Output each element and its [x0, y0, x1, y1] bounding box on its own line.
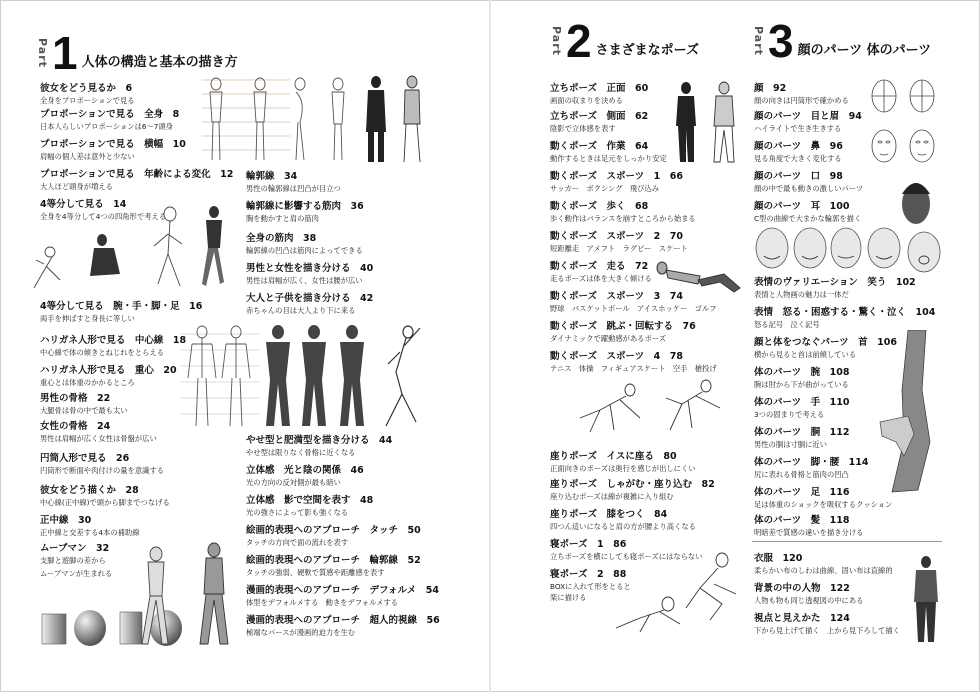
part1-entry — [40, 420, 157, 444]
part2-entry-subtitle: 座り込むポーズは線が複雑に入り組む — [550, 492, 674, 501]
part3-entry-subtitle: 腕は肘から下が曲がっている — [754, 380, 849, 389]
part1-entry-subtitle: 支脚と遊脚の差から — [40, 556, 106, 565]
part2-entry-title: 動くポーズ 作業 64 — [550, 141, 649, 152]
part3-entry-title: 顔のパーツ 口 98 — [754, 171, 843, 182]
part1-right-entry-subtitle: 赤ちゃんの目は大人より下に来る — [246, 306, 356, 315]
part2-entry-title: 動くポーズ スポーツ 2 70 — [550, 231, 683, 242]
part2-entry-title: 座りポーズ しゃがむ・座り込む 82 — [550, 479, 715, 490]
part1-entry — [40, 452, 164, 476]
four-part-figures — [30, 204, 235, 292]
part3-entry-title: 体のパーツ 脚・腰 114 — [754, 457, 869, 468]
part1-entry — [40, 514, 140, 538]
part1-entry — [40, 542, 109, 566]
part1-entry-subtitle: 日本人らしいプロポーションは6〜7頭身 — [40, 122, 174, 131]
part2-entry-subtitle: ダイナミックで躍動感があるポーズ — [550, 334, 667, 343]
part3-entry — [754, 552, 893, 576]
part2-entry-subtitle: 正面向きのポーズは奥行を感じが出しにくい — [550, 464, 696, 473]
sprint-figures — [570, 378, 732, 436]
part1-right-entry-title: 大人と子供を描き分ける 42 — [246, 293, 374, 304]
part1-title: 人体の構造と基本の描き方 — [81, 54, 238, 70]
expression-faces — [750, 222, 946, 284]
part3-entry-subtitle: 表情と人物画の魅力は一体だ — [754, 290, 849, 299]
part1-entry-subtitle: 正中線と交差する4本の補助線 — [40, 528, 140, 537]
part2-entry-subtitle: 立ちポーズを横にしても寝ポーズにはならない — [550, 552, 703, 561]
part1-right-entry — [246, 434, 392, 458]
part2-title: さまざまなポーズ — [595, 42, 699, 58]
part3-entry-title: 顔と体をつなぐパーツ 首 106 — [754, 337, 897, 348]
part1-entry-title: プロポーションで見る 年齢による変化 12 — [40, 169, 234, 180]
skeleton-muscle-figures — [180, 322, 425, 434]
clothed-figure — [908, 554, 944, 644]
part1-entry-subtitle: 重心とは体重のかかるところ — [40, 378, 135, 387]
part1-entry — [40, 168, 233, 192]
part1-entry — [40, 82, 135, 106]
part3-entry-subtitle: 横から見ると首は前傾している — [754, 350, 857, 359]
part1-right-entry — [246, 464, 364, 488]
part1-right-entry-subtitle: 光の強さによって影も強くなる — [246, 508, 349, 517]
part1-part-word: Part — [36, 38, 49, 68]
part3-entry-title: 体のパーツ 手 110 — [754, 397, 850, 408]
part1-entry — [40, 334, 186, 358]
part1-right-entry — [246, 232, 363, 256]
part2-entry-title: 動くポーズ 走る 72 — [550, 261, 649, 272]
part2-entry-subtitle: 楽に描ける — [550, 593, 587, 602]
part3-entry-subtitle: 顔の中で最も動きの激しいパーツ — [754, 184, 864, 193]
part2-entry-subtitle: テニス 体操 フィギュアスケート 空手 槍投げ — [550, 364, 717, 373]
part2-entry — [550, 110, 648, 134]
part1-entry-title: 彼女をどう見るか 6 — [40, 83, 133, 94]
part1-entry-title: 正中線 30 — [40, 515, 92, 526]
part3-title: 顔のパーツ 体のパーツ — [797, 42, 932, 58]
part3-entry-subtitle: 顔の向きは円筒形で確かめる — [754, 96, 849, 105]
part2-entry — [550, 230, 688, 254]
proportion-figures — [200, 72, 432, 168]
part1-entry-subtitle: 中心線(正中線)で頭から脚までつなげる — [40, 498, 170, 507]
part3-entry-title: 表情のヴァリエーション 笑う 102 — [754, 277, 916, 288]
part1-entry-title: 4等分して見る 14 — [40, 199, 127, 210]
part3-entry — [754, 200, 861, 224]
part1-entry-title: 彼女をどう描くか 28 — [40, 485, 139, 496]
part1-entry-title: 男性の骨格 22 — [40, 393, 111, 404]
part1-right-entry-subtitle: 胸を動かすと肩の筋肉 — [246, 214, 319, 223]
part1-right-entry-title: やせ型と肥満型を描き分ける 44 — [246, 435, 393, 446]
part3-entry-title: 衣服 120 — [754, 553, 803, 564]
part1-entry-title: ムーブマン 32 — [40, 543, 110, 554]
part2-entry-title: 動くポーズ スポーツ 4 78 — [550, 351, 683, 362]
part1-right-entry-title: 立体感 影で空間を表す 48 — [246, 495, 374, 506]
part3-entry-title: 顔 92 — [754, 83, 787, 94]
part1-right-entry — [246, 292, 373, 316]
part3-entry-title: 体のパーツ 胴 112 — [754, 427, 850, 438]
part3-entry-subtitle: 足は体重のショックを吸収するクッション — [754, 500, 893, 509]
part1-right-entry — [246, 554, 421, 578]
part1-entry — [40, 138, 186, 162]
part2-entry-title: 動くポーズ 歩く 68 — [550, 201, 649, 212]
part1-right-entry — [246, 494, 373, 518]
part3-entry-title: 体のパーツ 腕 108 — [754, 367, 850, 378]
part3-entry-subtitle: 人物も物も同じ透視図の中にある — [754, 596, 864, 605]
part1-entry-title: ハリガネ人形で見る 中心線 18 — [40, 335, 187, 346]
part1-entry-subtitle: 全身をプロポーションで見る — [40, 96, 135, 105]
part3-entry-subtitle: 柔らかい布のしわは曲線、固い布は直線的 — [754, 566, 893, 575]
part2-entry-subtitle: BOXに入れて形をとると — [550, 582, 631, 591]
part3-entry-subtitle: 明暗差で質感の違いを描き分ける — [754, 528, 864, 537]
part1-right-entry-subtitle: 男性の輪郭線は凹凸が目立つ — [246, 184, 341, 193]
part2-number: 2 — [566, 15, 592, 67]
part3-entry — [754, 612, 900, 636]
part3-entry — [754, 426, 849, 450]
part1-entry-subtitle: 大人ほど頭身が増える — [40, 182, 113, 191]
face-studies — [866, 76, 942, 232]
part2-entry-subtitle: 野球 バスケットボール アイスホッケー ゴルフ — [550, 304, 717, 313]
part1-right-entry-subtitle: タッチの強弱、硬軟で質感や距離感を表す — [246, 568, 385, 577]
part1-entry-title: 円筒人形で見る 26 — [40, 453, 130, 464]
part1-heading — [36, 27, 238, 79]
part2-entry-subtitle: 四つん這いになると肩の方が腰より高くなる — [550, 522, 696, 531]
mannequin-figures — [126, 540, 246, 650]
part1-right-entry — [246, 614, 440, 638]
part3-entry — [754, 170, 863, 194]
part3-entry — [754, 456, 868, 480]
part2-entry-title: 立ちポーズ 正面 60 — [550, 83, 649, 94]
part3-entry-subtitle: ハイライトで生き生きする — [754, 124, 842, 133]
part2-entry — [550, 170, 683, 194]
part3-entry-title: 視点と見えかた 124 — [754, 613, 850, 624]
part1-entry — [40, 300, 202, 324]
part2-heading — [550, 15, 699, 67]
part2-entry — [550, 260, 652, 284]
part2-entry-title: 座りポーズ イスに座る 80 — [550, 451, 677, 462]
part1-right-entry — [246, 170, 341, 194]
part3-entry — [754, 582, 863, 606]
part1-entry-subtitle: 円筒形で断面や肉付けの量を意識する — [40, 466, 165, 475]
part1-right-entry-subtitle: 極端なパースが漫画的迫力を生む — [246, 628, 356, 637]
part3-entry — [754, 336, 897, 360]
running-figure — [654, 254, 744, 298]
part3-entry — [754, 396, 849, 420]
part1-entry-subtitle: 肩幅の個人差は意外と少ない — [40, 152, 135, 161]
part1-right-entry — [246, 200, 364, 224]
part3-entry — [754, 514, 863, 538]
part1-entry — [40, 392, 128, 416]
part2-entry — [550, 592, 586, 603]
part2-entry-subtitle: 走るポーズは体を大きく傾ける — [550, 274, 652, 283]
part3-entry-title: 顔のパーツ 鼻 96 — [754, 141, 843, 152]
part2-entry — [550, 508, 696, 532]
part3-entry-title: 体のパーツ 髪 118 — [754, 515, 850, 526]
part1-entry-subtitle: ムーブマンが生まれる — [40, 569, 113, 578]
part1-entry-subtitle: 男性は肩幅が広く女性は骨盤が広い — [40, 434, 157, 443]
part1-entry-title: 4等分して見る 腕・手・脚・足 16 — [40, 301, 203, 312]
part1-right-entry-subtitle: 光の方向の反対側が最も暗い — [246, 478, 341, 487]
part3-entry — [754, 140, 843, 164]
part3-entry-title: 表情 怒る・困惑する・驚く・泣く 104 — [754, 307, 936, 318]
part1-entry — [40, 568, 112, 579]
part3-entry — [754, 486, 892, 510]
part1-right-entry-title: 漫画的表現へのアプローチ デフォルメ 54 — [246, 585, 439, 596]
part2-entry-subtitle: 画面の収まりを決める — [550, 96, 623, 105]
part2-entry-title: 寝ポーズ 2 88 — [550, 569, 627, 580]
part3-entry-title: 顔のパーツ 耳 100 — [754, 201, 850, 212]
part3-entry-title: 顔のパーツ 目と眉 94 — [754, 111, 862, 122]
part3-entry — [754, 366, 849, 390]
part1-entry — [40, 364, 177, 388]
part1-entry-subtitle: 大腿骨は骨の中で最も太い — [40, 406, 128, 415]
part3-number: 3 — [768, 15, 794, 67]
part1-right-entry-title: 全身の筋肉 38 — [246, 233, 317, 244]
part3-entry-subtitle: 男性の胴は寸胴に近い — [754, 440, 827, 449]
part2-entry-title: 動くポーズ スポーツ 3 74 — [550, 291, 683, 302]
part1-entry-subtitle: 中心線で体の傾きとねじれをとらえる — [40, 348, 165, 357]
part2-entry-subtitle: 陰影で立体感を表す — [550, 124, 616, 133]
part1-right-entry-title: 漫画的表現へのアプローチ 超人的視線 56 — [246, 615, 440, 626]
part2-entry — [550, 450, 696, 474]
part3-entry-subtitle: C型の曲線で大まかな輪郭を描く — [754, 214, 862, 223]
part2-entry-subtitle: 短距離走 アメフト ラグビー スケート — [550, 244, 688, 253]
part1-right-entry — [246, 262, 373, 286]
part2-entry-title: 座りポーズ 膝をつく 84 — [550, 509, 668, 520]
part3-entry-subtitle: 怒る記号 泣く記号 — [754, 320, 820, 329]
part1-entry-title: プロポーションで見る 全身 8 — [40, 109, 180, 120]
part3-entry — [754, 82, 849, 106]
part2-entry-subtitle: 動作するときは足元をしっかり安定 — [550, 154, 667, 163]
part3-heading — [752, 15, 932, 67]
part1-right-entry — [246, 584, 439, 608]
part2-entry — [550, 82, 648, 106]
part2-entry — [550, 140, 667, 164]
lying-figures — [610, 548, 750, 636]
part3-entry-subtitle: 尻に表れる骨格と筋肉の凹凸 — [754, 470, 849, 479]
part1-number: 1 — [52, 27, 78, 79]
part1-right-entry-title: 輪郭線に影響する筋肉 36 — [246, 201, 364, 212]
leg-hand-studies — [878, 330, 948, 496]
part3-entry-subtitle: 3つの固まりで考える — [754, 410, 825, 419]
part2-entry — [550, 478, 715, 502]
part2-entry-subtitle: 歩く動作はバランスを崩すところから始まる — [550, 214, 696, 223]
part1-entry-title: プロポーションで見る 横幅 10 — [40, 139, 186, 150]
center-gutter — [489, 0, 491, 692]
part3-entry — [754, 110, 862, 134]
part3-entry-subtitle: 下から見上げて描く 上から見下ろして描く — [754, 626, 900, 635]
part3-entry — [754, 306, 935, 330]
part1-entry-title: 女性の骨格 24 — [40, 421, 111, 432]
part3-entry-title: 体のパーツ 足 116 — [754, 487, 850, 498]
part3-entry-title: 背景の中の人物 122 — [754, 583, 850, 594]
part1-right-entry-subtitle: 輪郭線の凹凸は筋肉によってできる — [246, 246, 363, 255]
part1-entry-title: ハリガネ人形で見る 重心 20 — [40, 365, 177, 376]
part1-right-entry-title: 絵画的表現へのアプローチ 輪郭線 52 — [246, 555, 421, 566]
part2-entry-title: 動くポーズ 跳ぶ・回転する 76 — [550, 321, 696, 332]
part1-right-entry — [246, 524, 421, 548]
part1-right-entry-title: 絵画的表現へのアプローチ タッチ 50 — [246, 525, 421, 536]
standing-pose-figures — [672, 80, 748, 166]
part2-entry-title: 立ちポーズ 側面 62 — [550, 111, 649, 122]
part1-right-entry-title: 輪郭線 34 — [246, 171, 298, 182]
part1-right-entry-title: 立体感 光と陰の関係 46 — [246, 465, 364, 476]
part2-entry — [550, 200, 696, 224]
part1-right-entry-subtitle: 男性は肩幅が広く、女性は腰が広い — [246, 276, 363, 285]
part1-entry-subtitle: 全身を4等分して4つの四角形で考える — [40, 212, 167, 221]
part2-entry — [550, 350, 717, 374]
part2-entry — [550, 320, 696, 344]
part3-divider — [752, 541, 942, 542]
part1-entry-subtitle: 両手を伸ばすと身長に等しい — [40, 314, 135, 323]
part1-right-entry-title: 男性と女性を描き分ける 40 — [246, 263, 374, 274]
part2-part-word: Part — [550, 26, 563, 56]
part1-entry — [40, 108, 179, 132]
part1-right-entry-subtitle: 体型をデフォルメする 動きをデフォルメする — [246, 598, 399, 607]
part1-right-entry-subtitle: タッチの方向で面の流れを表す — [246, 538, 349, 547]
part2-entry-subtitle: サッカー ボクシング 飛び込み — [550, 184, 659, 193]
part2-entry-title: 寝ポーズ 1 86 — [550, 539, 627, 550]
part3-entry-subtitle: 見る角度で大きく変化する — [754, 154, 842, 163]
part1-right-entry-subtitle: やせ型は限りなく骨格に近くなる — [246, 448, 356, 457]
part2-entry-title: 動くポーズ スポーツ 1 66 — [550, 171, 683, 182]
part3-part-word: Part — [752, 26, 765, 56]
part1-entry — [40, 484, 170, 508]
